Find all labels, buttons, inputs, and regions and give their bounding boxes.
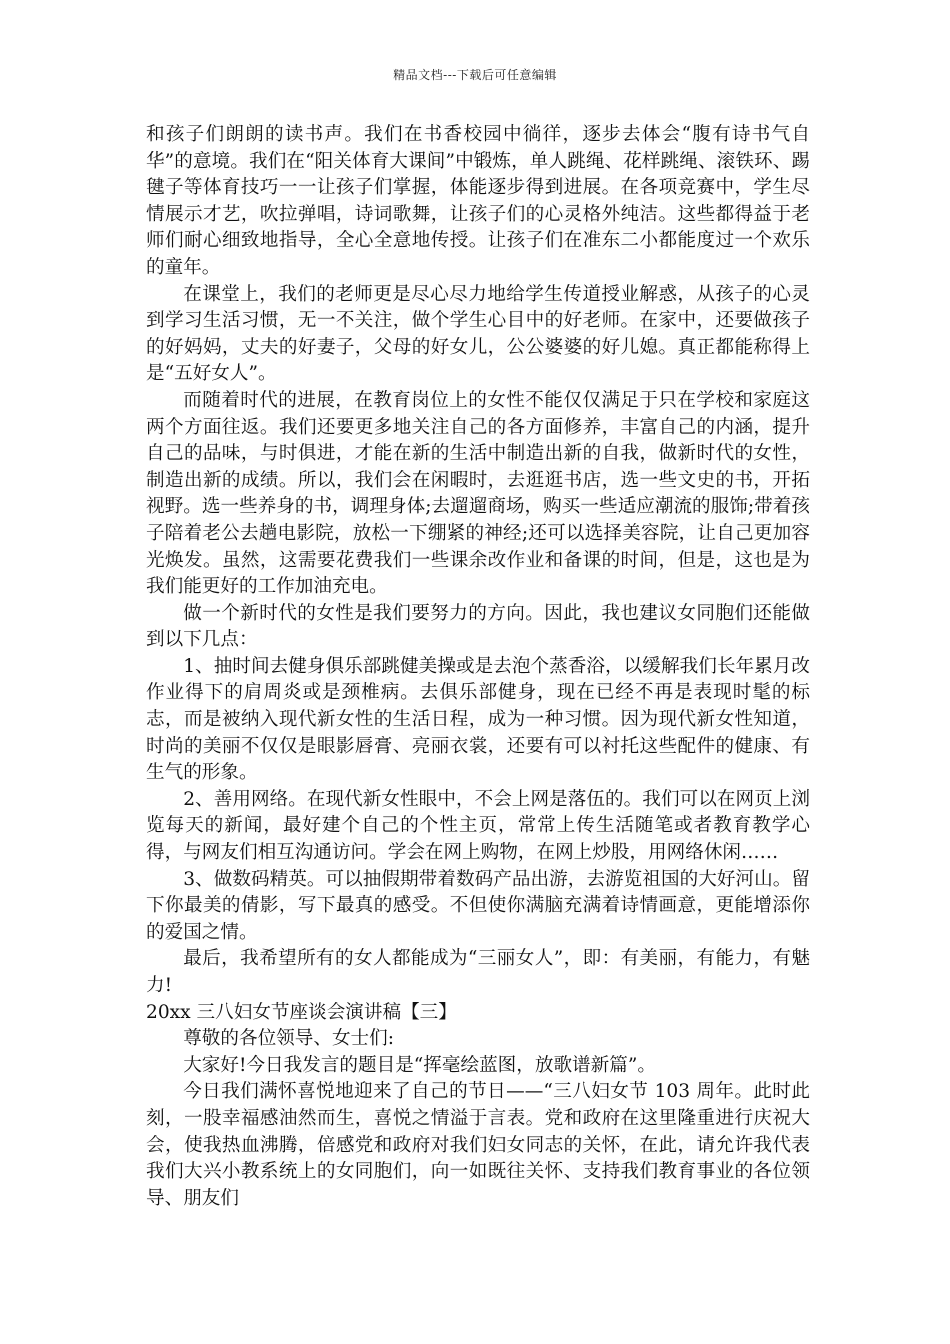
paragraph: 做一个新时代的女性是我们要努力的方向。因此，我也建议女同胞们还能做到以下几点： — [146, 602, 810, 651]
paragraph: 最后，我希望所有的女人都能成为“三丽女人”，即：有美丽，有能力，有魅力! — [146, 948, 810, 996]
paragraph: 而随着时代的进展，在教育岗位上的女性不能仅仅满足于只在学校和家庭这两个方面往返。我们还要更多地关注自己的各方面修养，丰富自己的内涵，提升自己的品味，与时俱进，才能在新的生活中制造出新的自我，做新时代的女性，制造出新的成绩。所以，我们会在闲暇时，去逛逛书店，选一些文史的书，开拓视野。选一些养身的书，调理身体;去遛遛商场，购买一些适应潮流的服饰;带着孩子陪着老公去趟电影院，放松一下绷紧的神经;还可以选择美容院，让自己更加容光焕发。虽然，这需要花费我们一些课余改作业和备课的时间，但是，这也是为我们能更好的工作加油充电。 — [146, 389, 810, 598]
paragraph: 今日我们满怀喜悦地迎来了自己的节日——“三八妇女节 103 周年。此时此刻，一股幸福感油然而生，喜悦之情溢于言表。党和政府在这里隆重进行庆祝大会，使我热血沸腾，倍感党和政府对我们妇女同志的关怀，在此，请允许我代表我们大兴小教系统上的女同胞们，向一如既往关怀、支持我们教育事业的各位领导、朋友们 — [146, 1081, 810, 1209]
paragraph: 在课堂上，我们的老师更是尽心尽力地给学生传道授业解惑，从孩子的心灵到学习生活习惯，无一不关注，做个学生心目中的好老师。在家中，还要做孩子的好妈妈，丈夫的好妻子，父母的好女儿，公公婆婆的好儿媳。真正都能称得上是“五好女人”。 — [146, 283, 810, 385]
page-header: 精品文档---下载后可任意编辑 — [393, 68, 557, 82]
salutation: 尊敬的各位领导、女士们: — [183, 1028, 394, 1050]
paragraph: 大家好!今日我发言的题目是“挥毫绘蓝图，放歌谱新篇”。 — [183, 1054, 656, 1076]
section-heading: 20xx 三八妇女节座谈会演讲稿【三】 — [146, 1001, 457, 1023]
paragraph: 和孩子们朗朗的读书声。我们在书香校园中徜徉，逐步去体会“腹有诗书气自华”的意境。我们在“阳关体育大课间”中锻炼，单人跳绳、花样跳绳、滚铁环、踢毽子等体育技巧一一让孩子们掌握，体能逐步得到进展。在各项竞赛中，学生尽情展示才艺，吹拉弹唱，诗词歌舞，让孩子们的心灵格外纯洁。这些都得益于老师们耐心细致地指导，全心全意地传授。让孩子们在准东二小都能度过一个欢乐的童年。 — [146, 124, 810, 278]
document-body — [146, 122, 810, 1212]
list-item-paragraph: 3、做数码精英。可以抽假期带着数码产品出游，去游览祖国的大好河山。留下你最美的倩影，写下最真的感受。不但使你满脑充满着诗情画意，更能增添你的爱国之情。 — [146, 868, 810, 943]
list-item-paragraph: 1、抽时间去健身俱乐部跳健美操或是去泡个蒸香浴，以缓解我们长年累月改作业得下的肩周炎或是颈椎病。去俱乐部健身，现在已经不再是表现时髦的标志，而是被纳入现代新女性的生活日程，成为一种习惯。因为现代新女性知道，时尚的美丽不仅仅是眼影唇膏、亮丽衣裳，还要有可以衬托这些配件的健康、有生气的形象。 — [146, 655, 810, 784]
list-item-paragraph: 2、善用网络。在现代新女性眼中，不会上网是落伍的。我们可以在网页上浏览每天的新闻，最好建个自己的个性主页，常常上传生活随笔或者教育教学心得，与网友们相互沟通访问。学会在网上购物，在网上炒股，用网络休闲…… — [146, 788, 810, 864]
